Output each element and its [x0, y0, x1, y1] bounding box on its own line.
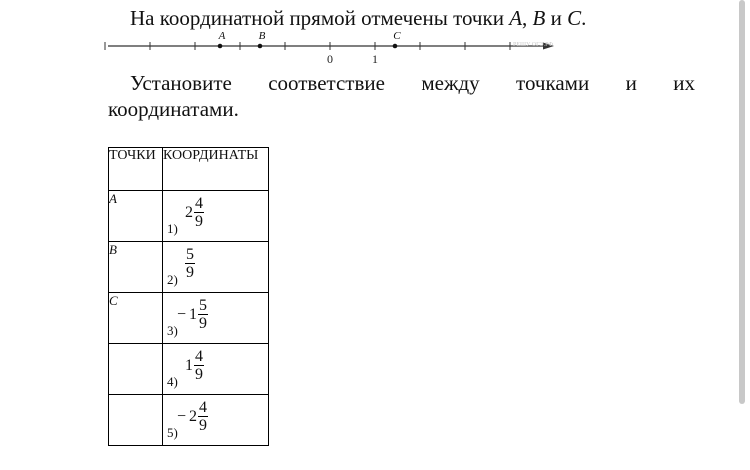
- instruction-paragraph: [108, 70, 695, 122]
- point-dot: [218, 44, 223, 49]
- table-row: [109, 242, 269, 293]
- point-dot: [258, 44, 263, 49]
- header-points: ТОЧКИ: [109, 148, 163, 191]
- mixed-number: [185, 348, 204, 383]
- numerator: 5: [199, 297, 208, 314]
- coordinate-cell: [163, 191, 269, 242]
- coordinate-cell: [163, 293, 269, 344]
- option-number: 3): [167, 323, 178, 338]
- fraction: [194, 195, 204, 230]
- number-line: [0, 30, 750, 70]
- mixed-number: [177, 399, 208, 434]
- header-coordinates: КООРДИНАТЫ: [163, 148, 269, 191]
- numerator: 4: [199, 399, 208, 416]
- correspondence-table: [108, 147, 269, 446]
- problem-title: На координатной прямой отмечены точки A, B и C.: [130, 6, 587, 30]
- table-row: [109, 395, 269, 446]
- denominator: 9: [195, 213, 203, 230]
- point-cell: [109, 395, 163, 446]
- whole-part: 2: [189, 407, 198, 425]
- coordinate-cell: [163, 242, 269, 293]
- coordinate-cell: [163, 344, 269, 395]
- point-cell: [109, 344, 163, 395]
- option-number: 1): [167, 221, 178, 236]
- option-number: 2): [167, 272, 178, 287]
- point-a-label: A: [509, 6, 523, 30]
- instruction-line-1: Установите соответствие между точками и их: [130, 71, 695, 95]
- fraction: [198, 399, 208, 434]
- point-label: B: [258, 30, 266, 42]
- table-row: [109, 344, 269, 395]
- watermark: РЕШУ ОГЭ.РФ: [513, 42, 554, 48]
- tick-label: 0: [327, 52, 333, 66]
- point-c-label: C: [567, 6, 582, 30]
- numerator: 5: [186, 246, 194, 263]
- point-b-label: B: [532, 6, 546, 30]
- numerator: 4: [195, 348, 203, 365]
- instruction-line-2: координатами.: [108, 97, 239, 121]
- whole-part: 1: [185, 356, 193, 374]
- mixed-number: [177, 297, 208, 332]
- denominator: 9: [199, 417, 208, 434]
- mixed-number: [185, 195, 204, 230]
- point-label: A: [218, 30, 226, 42]
- table-header-row: [109, 148, 269, 191]
- tick-label: 1: [372, 52, 378, 66]
- point-cell: C: [109, 293, 163, 344]
- point-cell: B: [109, 242, 163, 293]
- whole-part: 2: [185, 203, 193, 221]
- option-number: 4): [167, 374, 178, 389]
- mixed-number: [185, 246, 195, 281]
- fraction: [185, 246, 195, 281]
- fraction: [194, 348, 204, 383]
- table-row: [109, 191, 269, 242]
- scrollbar[interactable]: [739, 0, 745, 404]
- coordinate-cell: [163, 395, 269, 446]
- minus-sign: −: [177, 305, 187, 323]
- fraction: [198, 297, 208, 332]
- minus-sign: −: [177, 407, 187, 425]
- point-dot: [393, 44, 398, 49]
- denominator: 9: [199, 315, 208, 332]
- point-label: C: [393, 30, 401, 42]
- numerator: 4: [195, 195, 203, 212]
- point-cell: A: [109, 191, 163, 242]
- denominator: 9: [186, 264, 194, 281]
- option-number: 5): [167, 425, 178, 440]
- whole-part: 1: [189, 305, 198, 323]
- table-row: [109, 293, 269, 344]
- denominator: 9: [195, 366, 203, 383]
